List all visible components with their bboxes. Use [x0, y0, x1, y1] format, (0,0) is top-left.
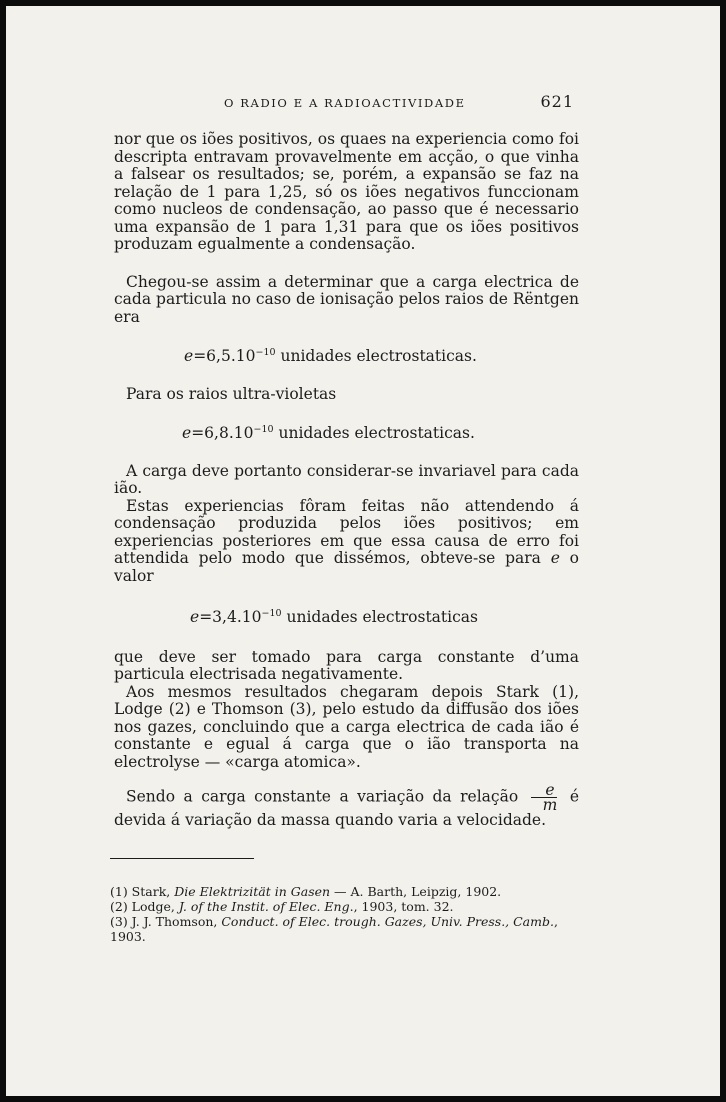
- formula-value: =6,8.10: [191, 424, 254, 442]
- inline-variable: e: [550, 549, 560, 567]
- footnote-text: ., 1903, tom. 32.: [349, 899, 454, 914]
- footnotes: [110, 884, 578, 944]
- paragraph: que deve ser tomado para carga constante d’uma particula electrisada negativamente.: [114, 647, 579, 683]
- page-number: 621: [540, 92, 574, 111]
- paragraph: [114, 498, 579, 586]
- formula-unit: unidades electrostaticas: [281, 608, 478, 626]
- formula-exponent: −10: [261, 608, 282, 619]
- running-head: O RADIO E A RADIOACTIVIDADE: [224, 96, 466, 110]
- formula-variable: e: [190, 608, 200, 626]
- paragraph: nor que os iões positivos, os quaes na experiencia como foi descripta entravam provavelmente em acção, o que vinha a falsear os resultados; se, porém, a expansão se faz na relação de 1 para 1,25, só os iões negativos funccionam como nucleos de condensação, ao passo que é necessario uma expansão de 1 para 1,31 para que os iões positivos produzam egualmente a condensação.: [114, 130, 579, 253]
- footnote-text: , 1903.: [110, 914, 558, 944]
- footnote-title: J. of the Instit. of Elec. Eng: [178, 899, 350, 914]
- paragraph: Aos mesmos resultados chegaram depois Stark (1), Lodge (2) e Thomson (3), pelo estudo da diffusão dos iões nos gazes, concluindo que a carga electrica de cada ião é constante e egual á carga que o ião transporta na electrolyse — «carga atomica».: [114, 682, 579, 771]
- formula: [182, 421, 579, 443]
- paragraph-text: o valor: [114, 549, 579, 585]
- footnote-text: — A. Barth, Leipzig, 1902.: [330, 884, 502, 899]
- formula-value: =3,4.10: [199, 608, 262, 626]
- paragraph-text: é devida á variação da massa quando varia a velocidade.: [114, 787, 580, 829]
- formula-exponent: −10: [253, 424, 274, 435]
- paragraph: Para os raios ultra-violetas: [126, 384, 337, 403]
- paragraph: Chegou-se assim a determinar que a carga electrica de cada particula no caso de ionisação pelos raios de Rëntgen era: [114, 272, 579, 326]
- formula-exponent: −10: [255, 347, 276, 358]
- page-header: [114, 92, 574, 111]
- footnote-text: (3) J. J. Thomson,: [110, 914, 222, 929]
- footnote: [110, 914, 578, 944]
- formula-variable: e: [182, 424, 192, 442]
- formula-unit: unidades electrostaticas.: [275, 347, 477, 365]
- footnote-title: Conduct. of Elec. trough. Gazes, Univ. Press., Camb.: [221, 914, 554, 929]
- paragraph-text: Estas experiencias fôram feitas não attendendo á condensação produzida pelos iões positivos; em experiencias posteriores em que essa causa de erro foi attendida pelo modo que dissémos, obteve-se para: [114, 496, 579, 567]
- footnote-text: (1) Stark,: [110, 884, 175, 899]
- fraction-numerator: e: [531, 783, 558, 798]
- footnote-text: (2) Lodge,: [110, 899, 179, 914]
- footnote-title: Die Elektrizität in Gasen: [174, 884, 331, 899]
- footnote: [110, 884, 578, 899]
- footnote-rule: [110, 858, 254, 859]
- formula-variable: e: [184, 347, 194, 365]
- formula: [190, 605, 579, 627]
- formula-value: =6,5.10: [193, 347, 256, 365]
- paragraph: [114, 783, 579, 830]
- formula-unit: unidades electrostaticas.: [273, 424, 475, 442]
- body-text: [114, 131, 579, 830]
- paragraph-text: Sendo a carga constante a variação da relação: [126, 787, 527, 806]
- fraction-denominator: m: [542, 796, 558, 814]
- fraction-e-over-m: [531, 783, 558, 812]
- formula: [184, 344, 579, 366]
- footnote: [110, 899, 578, 914]
- paragraph: A carga deve portanto considerar-se invariavel para cada ião.: [114, 461, 579, 497]
